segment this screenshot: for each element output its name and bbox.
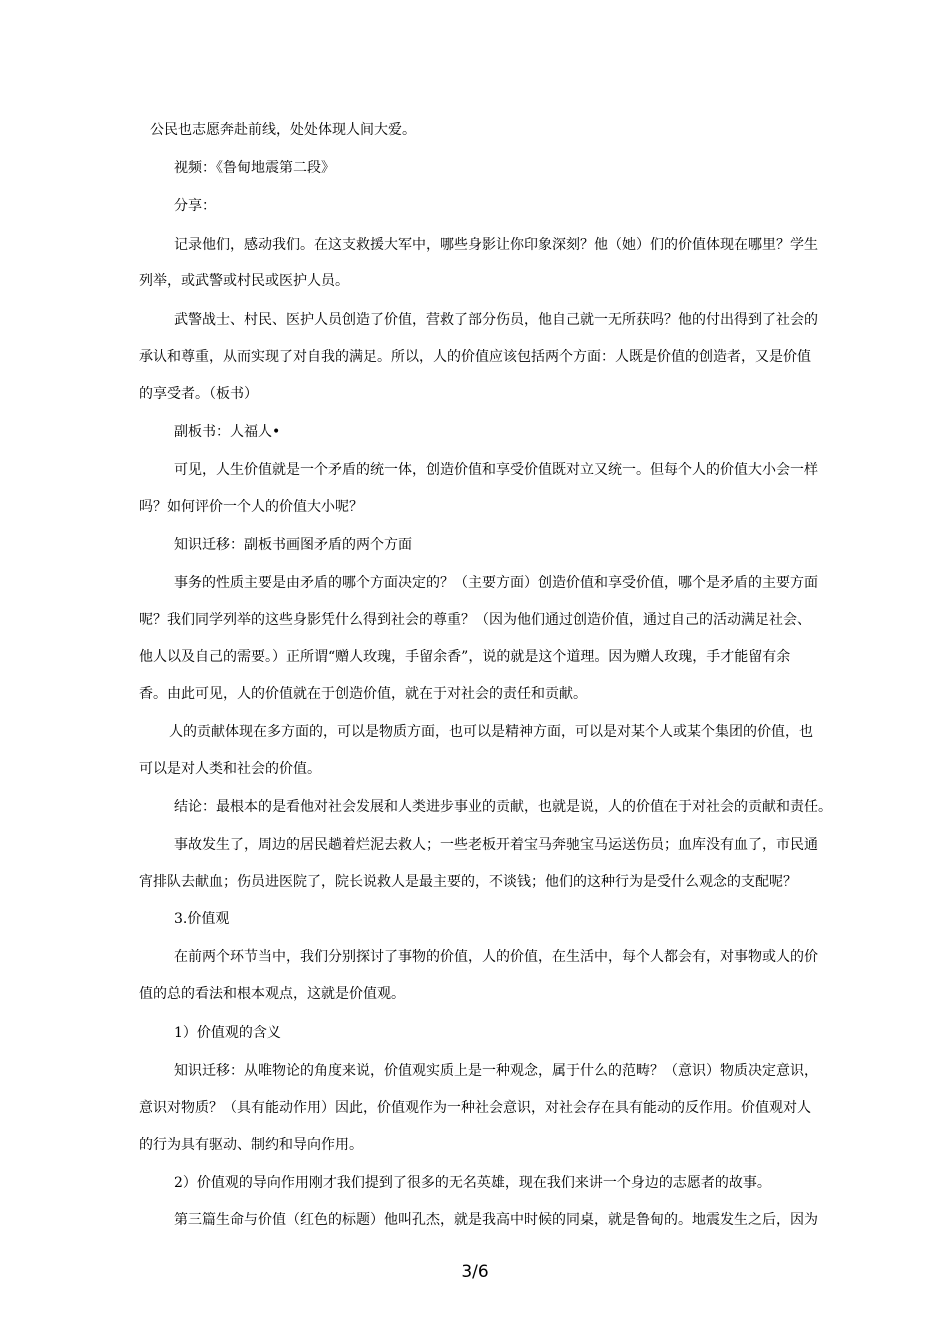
text-line: 呢？我们同学列举的这些身影凭什么得到社会的尊重？（因为他们通过创造价值，通过自己的活动满足社会、 bbox=[139, 612, 811, 628]
text-line: 结论：最根本的是看他对社会发展和人类进步事业的贡献，也就是说，人的价值在于对社会的贡献和责任。 bbox=[174, 799, 832, 815]
text-line: 记录他们，感动我们。在这支救援大军中，哪些身影让你印象深刻？他（她）们的价值体现在哪里？学生 bbox=[174, 237, 818, 253]
text-line: 的行为具有驱动、制约和导向作用。 bbox=[139, 1137, 363, 1153]
text-line: 吗？如何评价一个人的价值大小呢？ bbox=[139, 499, 363, 515]
text-line: 知识迁移：从唯物论的角度来说，价值观实质上是一种观念，属于什么的范畴？（意识）物质决定意识， bbox=[174, 1063, 818, 1079]
text-line: 宵排队去献血；伤员进医院了，院长说救人是最主要的，不谈钱；他们的这种行为是受什么观念的支配呢？ bbox=[139, 874, 797, 890]
text-line: 可以是对人类和社会的价值。 bbox=[139, 761, 321, 777]
text-line: 的享受者。（板书） bbox=[139, 386, 258, 402]
text-line: 可见，人生价值就是一个矛盾的统一体，创造价值和享受价值既对立又统一。但每个人的价值大小会一样 bbox=[174, 462, 818, 478]
text-line: 意识对物质？（具有能动作用）因此，价值观作为一种社会意识，对社会存在具有能动的反作用。价值观对人 bbox=[139, 1100, 811, 1116]
text-line: 在前两个环节当中，我们分别探讨了事物的价值，人的价值，在生活中，每个人都会有，对事物或人的价 bbox=[174, 949, 818, 965]
text-line: 第三篇生命与价值（红色的标题）他叫孔杰，就是我高中时候的同桌，就是鲁甸的。地震发生之后，因为 bbox=[174, 1212, 818, 1228]
subsection-heading: 1）价值观的含义 bbox=[174, 1025, 281, 1041]
text-line: 武警战士、村民、医护人员创造了价值，营救了部分伤员，他自己就一无所获吗？他的付出得到了社会的 bbox=[174, 312, 818, 328]
page-number: 3/6 bbox=[461, 1262, 489, 1282]
text-line: 事故发生了，周边的居民趟着烂泥去救人；一些老板开着宝马奔驰宝马运送伤员；血库没有血了，市民通 bbox=[174, 837, 818, 853]
section-heading: 3.价值观 bbox=[174, 911, 230, 927]
text-line: 人的贡献体现在多方面的，可以是物质方面，也可以是精神方面，可以是对某个人或某个集团的价值，也 bbox=[169, 724, 813, 740]
text-line: 列举，或武警或村民或医护人员。 bbox=[139, 273, 349, 289]
text-line: 香。由此可见，人的价值就在于创造价值，就在于对社会的责任和贡献。 bbox=[139, 686, 587, 702]
text-line: 事务的性质主要是由矛盾的哪个方面决定的？（主要方面）创造价值和享受价值，哪个是矛盾的主要方面 bbox=[174, 575, 818, 591]
text-line: 分享： bbox=[174, 198, 216, 214]
text-line: 2）价值观的导向作用刚才我们提到了很多的无名英雄，现在我们来讲一个身边的志愿者的故事。 bbox=[174, 1175, 771, 1191]
text-line: 副板书：人福人• bbox=[174, 424, 281, 440]
text-line: 承认和尊重，从而实现了对自我的满足。所以，人的价值应该包括两个方面：人既是价值的创造者，又是价值 bbox=[139, 349, 811, 365]
text-line: 知识迁移：副板书画图矛盾的两个方面 bbox=[174, 537, 412, 553]
text-line: 他人以及自己的需要。）正所谓“赠人玫瑰，手留余香”，说的就是这个道理。因为赠人玫瑰，手才能留有余 bbox=[139, 649, 791, 665]
text-line: 公民也志愿奔赴前线，处处体现人间大爱。 bbox=[150, 122, 416, 138]
text-line: 视频：《鲁甸地震第二段》 bbox=[174, 160, 335, 176]
text-line: 值的总的看法和根本观点，这就是价值观。 bbox=[139, 986, 405, 1002]
